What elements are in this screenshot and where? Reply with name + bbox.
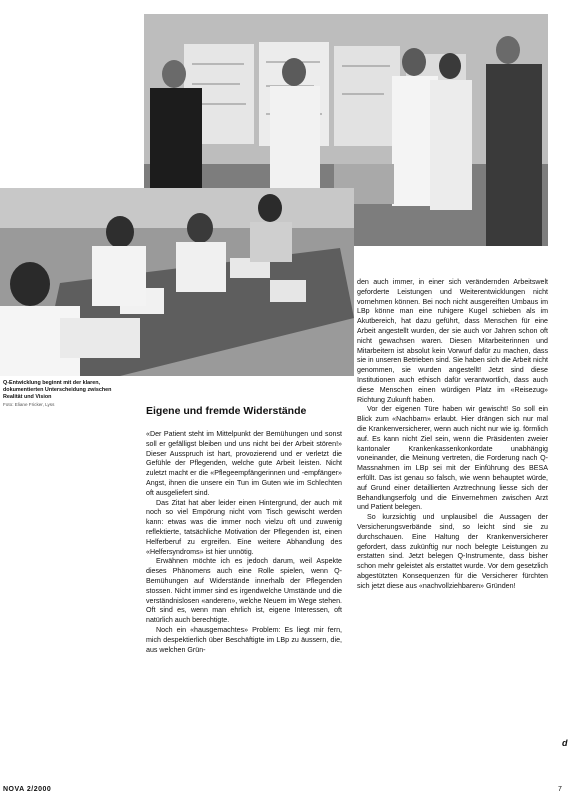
paragraph: Das Zitat hat aber leider einen Hintergrund, der auch mit noch so viel Empörung nicht vom Tisch gewischt werden kann: etwas was die immer noch vielzu oft und zuwenig reflektierte, tatsächliche Motivation der Pflegenden ist, einen Helferberuf zu ergreifen. Eine weitere Abhandlung des «Helfersyndroms» ist hier unnötig. <box>146 498 342 556</box>
paragraph: Noch ein «hausgemachtes» Problem: Es liegt mir fern, mich despektierlich über Beschäftigte im LBp zu äussern, die, aus welchen Grün- <box>146 625 342 654</box>
photo-caption: Q-Entwicklung beginnt mit der klaren, dokumentierten Unterscheidung zwischen Realität und Vision <box>3 380 112 400</box>
paragraph: den auch immer, in einer sich verändernden Arbeitswelt geforderte Leistungen und Weiterentwicklungen nicht vornehmen können. Bei noch nicht ausgereiften Umbaus im LBp könne man eine ruhigere Kugel schieben als im Akutbereich, hat dazu geführt, dass Menschen für eine Arbeit angestellt wurden, der sie auch vor Jahren schon oft nicht gewachsen waren. Diesen Mitarbeiterinnen und Mitarbeitern ist absolut kein Vorwurf dafür zu machen, dass sie in unseren Betrieben sind. Sie haben sich die Arbeit nicht genommen, sie wurden angestellt! Jetzt sind diese Institutionen auch ethisch dafür verantwortlich, dass auch diese Menschen einen würdigen Platz im «Reisezug» Richtung Zukunft haben. <box>357 278 548 404</box>
section-headline: Eigene und fremde Widerstände <box>146 405 307 417</box>
paragraph: «Der Patient steht im Mittelpunkt der Bemühungen und sonst soll er gefälligst bleiben und uns nicht bei der Arbeit stören!» Dieser Ausspruch ist hart, provozierend und er verletzt die Gefühle der Pflegenden, welche gute Arbeit leisten. Nicht zuletzt macht er die «Pflegeempfängerinnen und -empfänger» Angst, ihnen die unsere ein Tun im Guten wie im Schlechten oft ausgeliefert sind. <box>146 430 342 497</box>
photo-group-at-table <box>0 188 354 376</box>
issue-number: 2/2000 <box>26 786 52 793</box>
footer-magazine <box>3 786 51 793</box>
paragraph: Vor der eigenen Türe haben wir gewischt! So soll ein Blick zum «Nachbarn» erlaubt. Hier drängen sich nur mal die Krankenversicherer, wenn auch nicht nur wie ig. förmlich auf. Es kann nicht Ziel sein, wenn die Präsidenten zweier kantonaler Krankenkassenkonkordate unabhängig voneinander, die Meinung vertreten, die Forderung nach Q-Massnahmen im LBp sei mit der Einführung des BESA erfüllt. Das ist genau so falsch, wie wenn behauptet würde, auf Grund einer detaillierten Arztrechnung liesse sich der Behandlungserfolg und die Einvernehmen zwischen Arzt und Patient belegen. <box>357 405 548 512</box>
page-number: 7 <box>558 786 562 793</box>
photo-credit: Foto: Eliane Fricker, Lyss <box>3 402 55 407</box>
article-end-mark: d <box>562 738 568 748</box>
article-column-right <box>357 278 548 592</box>
paragraph: So kurzsichtig und unplausibel die Aussagen der Versicherungsverbände sind, so leicht sind sie zu durchschauen. Eine Haltung der Krankenversicherer gefordert, dass zukünftig nur noch belegte Leistungen zu erstatten sind. Jetzt belegen Q-Instrumente, dass bisher schon mehr geleistet als erstattet wurde. Vor dem gesetzlich abgestützten Konsequenzen für die Versicherer fürchten sich jetzt diese aus «nachvollziehbaren» Gründen! <box>357 513 548 590</box>
magazine-name: NOVA <box>3 786 25 793</box>
paragraph: Erwähnen möchte ich es jedoch darum, weil Aspekte dieses Phänomens auch eine Rolle spielen, wenn Q-Bemühungen auf Widerstände innerhalb der Pflegenden stossen. Nicht immer sind es irgendwelche Umstände und die verständnislosen «anderen», welche Neuem im Wege stehen. Oft sind es, wenn man ehrlich ist, eigene Interessen, oft natürlich auch berechtigte. <box>146 557 342 625</box>
article-column-left <box>146 430 342 655</box>
